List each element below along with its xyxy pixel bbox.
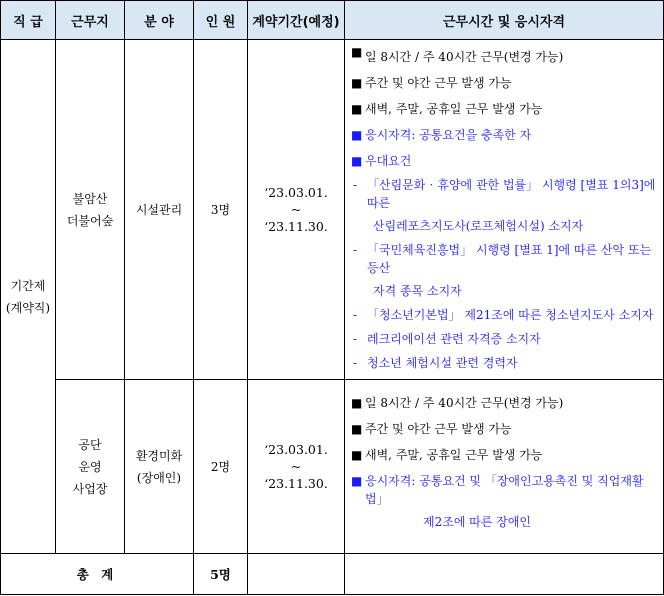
list-item: - 「청소년기본법」 제21조에 따른 청소년지도사 소지자 <box>353 308 654 322</box>
total-empty-cell <box>248 554 345 595</box>
header-field: 분 야 <box>125 1 194 40</box>
field-line: 시설관리 <box>135 202 183 217</box>
details-list <box>345 40 663 372</box>
period-end: ‘23.11.30. <box>264 219 328 234</box>
list-item: ■ 주간 및 야간 근무 발생 가능 <box>351 76 512 90</box>
count-cell: 2명 <box>194 380 248 554</box>
header-row <box>1 1 664 40</box>
dash-bullet-icon: - <box>353 356 358 370</box>
workplace-line: 운영 <box>78 459 102 474</box>
dash-bullet-icon: - <box>353 243 358 257</box>
workplace-line: 공단 <box>78 437 102 452</box>
header-count: 인 원 <box>194 1 248 40</box>
list-item: ■ 우대요건 <box>351 154 412 168</box>
dash-bullet-icon: - <box>353 308 358 322</box>
field-line: (장애인) <box>136 470 182 485</box>
list-item: ■ 새벽, 주말, 공휴일 근무 발생 가능 <box>351 447 543 462</box>
list-item: - 레크리에이션 관련 자격증 소지자 <box>353 332 541 346</box>
square-bullet-icon: ■ <box>351 102 363 116</box>
field-line: 환경미화 <box>135 448 183 463</box>
workplace-line: 더불어숲 <box>66 213 114 228</box>
workplace-line: 사업장 <box>72 481 108 496</box>
list-item: - 「국민체육진흥법」 시행령 [별표 1]에 따른 산악 또는 등산 <box>353 243 652 275</box>
workplace-cell <box>56 380 125 554</box>
list-item: - 「산림문화‧휴양에 관한 법률」 시행령 [별표 1의3]에 따른 <box>353 178 656 210</box>
square-bullet-icon: ■ <box>351 45 363 59</box>
dash-bullet-icon: - <box>353 332 358 346</box>
list-item: ■ 새벽, 주말, 공휴일 근무 발생 가능 <box>351 102 543 116</box>
field-cell <box>125 380 194 554</box>
period-cell <box>248 40 345 380</box>
square-bullet-icon: ■ <box>351 154 363 168</box>
grade-cell <box>1 40 56 554</box>
header-period: 계약기간(예정) <box>248 1 345 40</box>
list-item: ■ 일 8시간 / 주 40시간 근무(변경 가능) <box>351 395 564 410</box>
list-item: ■ 응시자격: 공통요건을 충족한 자 <box>351 128 532 142</box>
details-cell <box>345 40 664 380</box>
list-item-continuation: 제2조에 따른 장애인 <box>423 514 532 529</box>
square-bullet-icon: ■ <box>351 473 363 488</box>
list-item-continuation: 산림레포츠지도사(로프체험시설) 소지자 <box>373 219 584 233</box>
field-cell <box>125 40 194 380</box>
square-bullet-icon: ■ <box>351 447 363 462</box>
total-empty-cell <box>345 554 664 595</box>
grade-line: (계약직) <box>5 300 51 315</box>
total-label: 총 계 <box>1 554 194 595</box>
period-sep: ~ <box>290 459 302 474</box>
total-row <box>1 554 664 595</box>
period-start: ‘23.03.01. <box>264 442 328 457</box>
list-item: ■ 주간 및 야간 근무 발생 가능 <box>351 421 512 436</box>
header-grade: 직 급 <box>1 1 56 40</box>
period-cell <box>248 380 345 554</box>
table-row <box>1 380 664 554</box>
list-item: ■ 일 8시간 / 주 40시간 근무(변경 가능) <box>351 45 564 64</box>
period-end: ‘23.11.30. <box>264 476 328 491</box>
workplace-line: 불암산 <box>72 191 108 206</box>
list-item-continuation: 자격 종목 소지자 <box>373 284 462 298</box>
square-bullet-icon: ■ <box>351 395 363 410</box>
header-details: 근무시간 및 응시자격 <box>345 1 664 40</box>
square-bullet-icon: ■ <box>351 128 363 142</box>
details-list <box>345 389 663 545</box>
table-row <box>1 40 664 380</box>
square-bullet-icon: ■ <box>351 76 363 90</box>
period-sep: ~ <box>290 202 302 217</box>
dash-bullet-icon: - <box>353 178 358 192</box>
total-count: 5명 <box>194 554 248 595</box>
period-start: ‘23.03.01. <box>264 185 328 200</box>
square-bullet-icon: ■ <box>351 421 363 436</box>
header-workplace: 근무지 <box>56 1 125 40</box>
list-item: ■ 응시자격: 공통요건 및 「장애인고용촉진 및 직업재활법」 <box>351 473 644 506</box>
count-cell: 3명 <box>194 40 248 380</box>
list-item: - 청소년 체험시설 관련 경력자 <box>353 356 518 370</box>
workplace-cell <box>56 40 125 380</box>
grade-line: 기간제 <box>10 278 46 293</box>
details-cell <box>345 380 664 554</box>
